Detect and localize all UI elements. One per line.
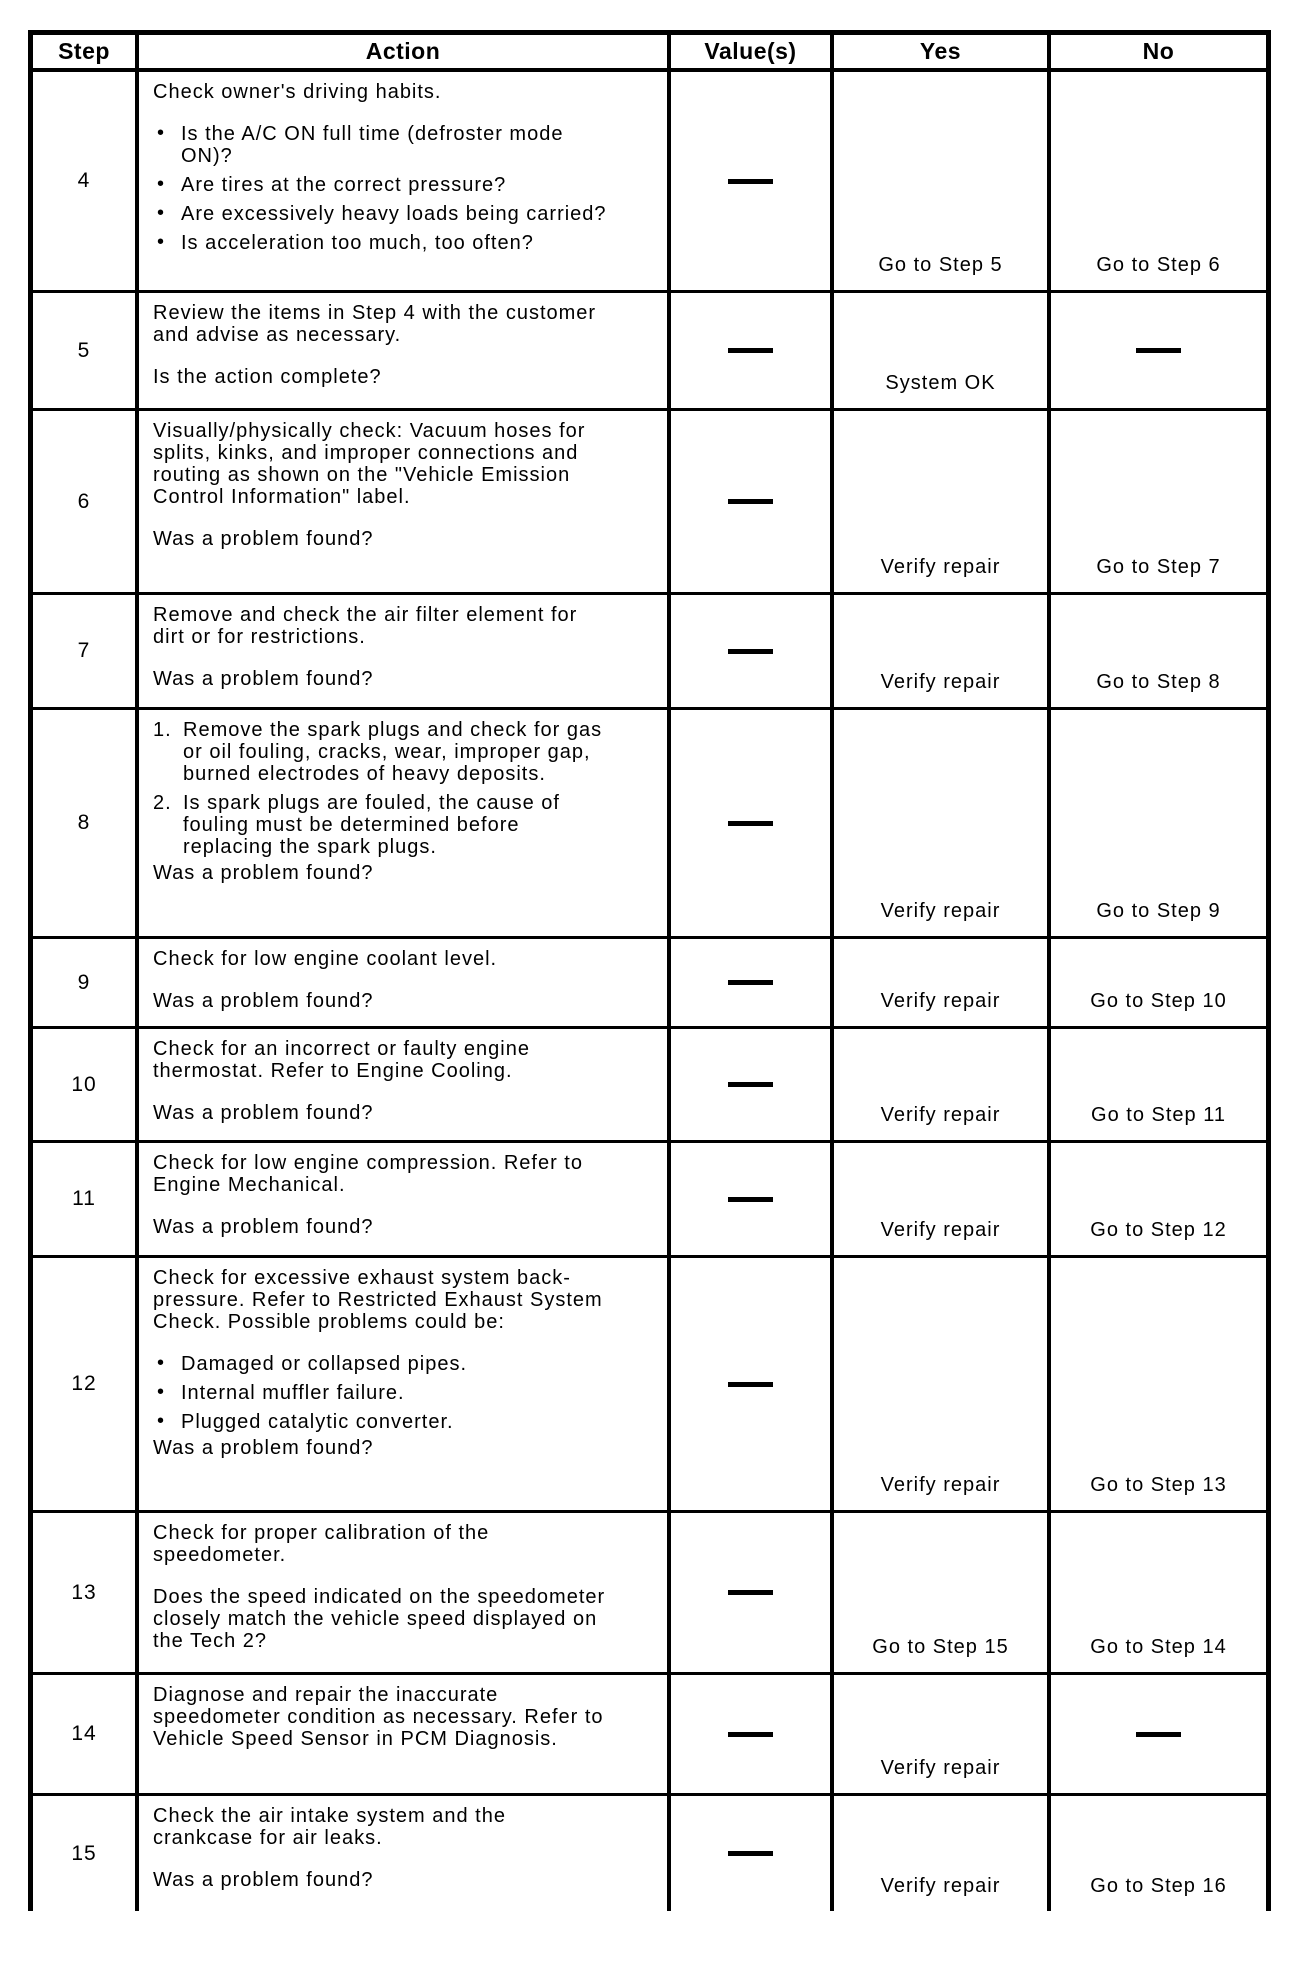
outcome-text: Go to Step 12 [1090,1219,1227,1241]
diagnostic-table [28,30,1271,1911]
outcome-text: Verify repair [880,1219,1001,1241]
no-cell [1047,411,1266,592]
action-paragraph: Was a problem found? [153,528,374,550]
dash-placeholder [728,1197,773,1202]
values-cell [667,72,830,290]
list-item: • Are excessively heavy loads being carried? [153,203,611,225]
action-paragraph: Was a problem found? [153,1216,374,1238]
yes-cell [830,72,1047,290]
step-cell: 5 [77,338,91,362]
table-row [33,707,1266,936]
dash-placeholder [728,1382,773,1387]
action-paragraph: Visually/physically check: Vacuum hoses for splits, kinks, and improper connections and routing as shown on the "Vehicle Emission Control Information" label. [153,420,586,508]
outcome-text: Go to Step 9 [1096,900,1221,922]
no-cell [1047,1513,1266,1672]
step-cell: 13 [71,1580,97,1604]
outcome-text: Go to Step 13 [1090,1474,1227,1496]
action-paragraph: Check for low engine coolant level. [153,948,498,970]
dash-placeholder [1136,348,1181,353]
header-cell-action: Action [135,35,667,68]
outcome-text: Go to Step 8 [1096,671,1221,693]
values-cell [667,1675,830,1793]
step-cell: 8 [77,811,91,834]
outcome-text: Verify repair [880,1875,1001,1897]
outcome-text: Go to Step 7 [1096,556,1221,578]
values-cell [667,293,830,408]
dash-placeholder [728,1082,773,1087]
list-item: Remove the spark plugs and check for gas or oil fouling, cracks, wear, improper gap, burned electrodes of heavy deposits. [183,719,603,785]
outcome-text: Verify repair [880,900,1001,922]
no-cell [1047,1029,1266,1140]
table-row [33,290,1266,408]
no-cell [1047,939,1266,1026]
yes-cell [830,595,1047,707]
values-cell [667,1796,830,1911]
header-cell-no: No [1047,35,1266,68]
outcome-text: Verify repair [880,556,1001,578]
yes-cell [830,939,1047,1026]
no-cell [1047,1675,1266,1793]
table-row [33,1140,1266,1255]
action-paragraph: Was a problem found? [153,990,374,1012]
yes-cell [830,710,1047,936]
dash-placeholder [1136,1732,1181,1737]
yes-cell [830,1258,1047,1510]
step-cell: 14 [71,1722,97,1745]
dash-placeholder [728,1732,773,1737]
action-paragraph: Was a problem found? [153,668,374,690]
table-row [33,1510,1266,1672]
action-paragraph: Check the air intake system and the crankcase for air leaks. [153,1805,506,1849]
table-row [33,408,1266,592]
step-cell: 10 [71,1072,97,1096]
action-paragraph: Check for low engine compression. Refer to Engine Mechanical. [153,1152,583,1196]
outcome-text: Go to Step 5 [878,254,1003,276]
numbered-list [153,719,611,858]
dash-placeholder [728,1590,773,1595]
table-body [33,72,1266,1911]
step-cell: 6 [77,489,91,513]
no-cell [1047,1258,1266,1510]
values-cell [667,411,830,592]
table-header-row [33,35,1266,72]
values-cell [667,939,830,1026]
action-paragraph: Diagnose and repair the inaccurate speedometer condition as necessary. Refer to Vehicle Speed Sensor in PCM Diagnosis. [153,1684,604,1750]
outcome-text: Verify repair [880,1757,1001,1779]
table-row [33,1026,1266,1140]
step-cell: 11 [72,1187,96,1210]
action-cell [135,72,667,290]
action-cell [135,293,667,408]
action-cell [135,1258,667,1510]
no-cell [1047,710,1266,936]
step-cell: 9 [77,970,91,994]
outcome-text: Go to Step 14 [1090,1636,1227,1658]
no-cell [1047,1143,1266,1255]
list-item: Is spark plugs are fouled, the cause of fouling must be determined before replacing the spark plugs. [183,792,560,858]
yes-cell [830,1513,1047,1672]
outcome-text: Go to Step 15 [872,1636,1009,1658]
outcome-text: Verify repair [880,1104,1001,1126]
outcome-text: Verify repair [880,990,1001,1012]
values-cell [667,1513,830,1672]
step-cell: 4 [77,169,91,192]
outcome-text: Go to Step 16 [1090,1875,1227,1897]
no-cell [1047,72,1266,290]
action-cell [135,595,667,707]
list-item: • Are tires at the correct pressure? [153,174,611,196]
outcome-text: Go to Step 10 [1090,990,1227,1012]
action-paragraph: Was a problem found? [153,1102,374,1124]
values-cell [667,710,830,936]
values-cell [667,595,830,707]
no-cell [1047,595,1266,707]
action-cell [135,1143,667,1255]
table-row [33,1672,1266,1793]
action-paragraph: Check for excessive exhaust system back-pressure. Refer to Restricted Exhaust System Check. Possible problems could be: [153,1267,603,1333]
values-cell [667,1258,830,1510]
action-cell [135,1513,667,1672]
header-cell-step: Step [58,38,110,64]
yes-cell [830,1796,1047,1911]
dash-placeholder [728,179,773,184]
action-cell [135,1675,667,1793]
action-paragraph: Is the action complete? [153,366,382,388]
step-cell: 12 [71,1372,97,1395]
outcome-text: System OK [885,372,996,394]
action-cell [135,710,667,936]
action-paragraph: Was a problem found? [153,1869,374,1891]
action-cell [135,939,667,1026]
yes-cell [830,293,1047,408]
action-cell [135,1029,667,1140]
outcome-text: Verify repair [880,671,1001,693]
action-paragraph: Was a problem found? [153,1437,374,1459]
bullet-list [153,123,611,254]
table-row [33,1793,1266,1911]
dash-placeholder [728,348,773,353]
step-cell: 7 [77,639,91,662]
yes-cell [830,1143,1047,1255]
list-item: • Internal muffler failure. [153,1382,611,1404]
yes-cell [830,411,1047,592]
no-cell [1047,1796,1266,1911]
action-paragraph: Review the items in Step 4 with the customer and advise as necessary. [153,302,597,346]
action-paragraph: Remove and check the air filter element for dirt or for restrictions. [153,604,578,648]
list-item: • Plugged catalytic converter. [153,1411,611,1433]
outcome-text: Verify repair [880,1474,1001,1496]
action-paragraph: Was a problem found? [153,862,374,884]
outcome-text: Go to Step 11 [1091,1104,1226,1126]
list-item: • Is acceleration too much, too often? [153,232,611,254]
action-paragraph: Check owner's driving habits. [153,81,442,103]
dash-placeholder [728,499,773,504]
action-paragraph: Check for an incorrect or faulty engine thermostat. Refer to Engine Cooling. [153,1038,530,1082]
values-cell [667,1143,830,1255]
step-cell: 15 [71,1841,97,1865]
action-paragraph: Does the speed indicated on the speedometer closely match the vehicle speed displayed on the Tech 2? [153,1586,606,1652]
header-cell-values: Value(s) [667,35,830,68]
dash-placeholder [728,649,773,654]
dash-placeholder [728,980,773,985]
table-row [33,592,1266,707]
bullet-list [153,1353,611,1433]
action-paragraph: Check for proper calibration of the speedometer. [153,1522,490,1566]
table-row [33,936,1266,1026]
no-cell [1047,293,1266,408]
values-cell [667,1029,830,1140]
list-item: • Damaged or collapsed pipes. [153,1353,611,1375]
action-cell [135,1796,667,1911]
outcome-text: Go to Step 6 [1096,254,1221,276]
dash-placeholder [728,821,773,826]
yes-cell [830,1675,1047,1793]
dash-placeholder [728,1851,773,1856]
header-cell-yes: Yes [830,35,1047,68]
table-row [33,72,1266,290]
action-cell [135,411,667,592]
list-item: • Is the A/C ON full time (defroster mode ON)? [153,123,611,167]
table-row [33,1255,1266,1510]
yes-cell [830,1029,1047,1140]
